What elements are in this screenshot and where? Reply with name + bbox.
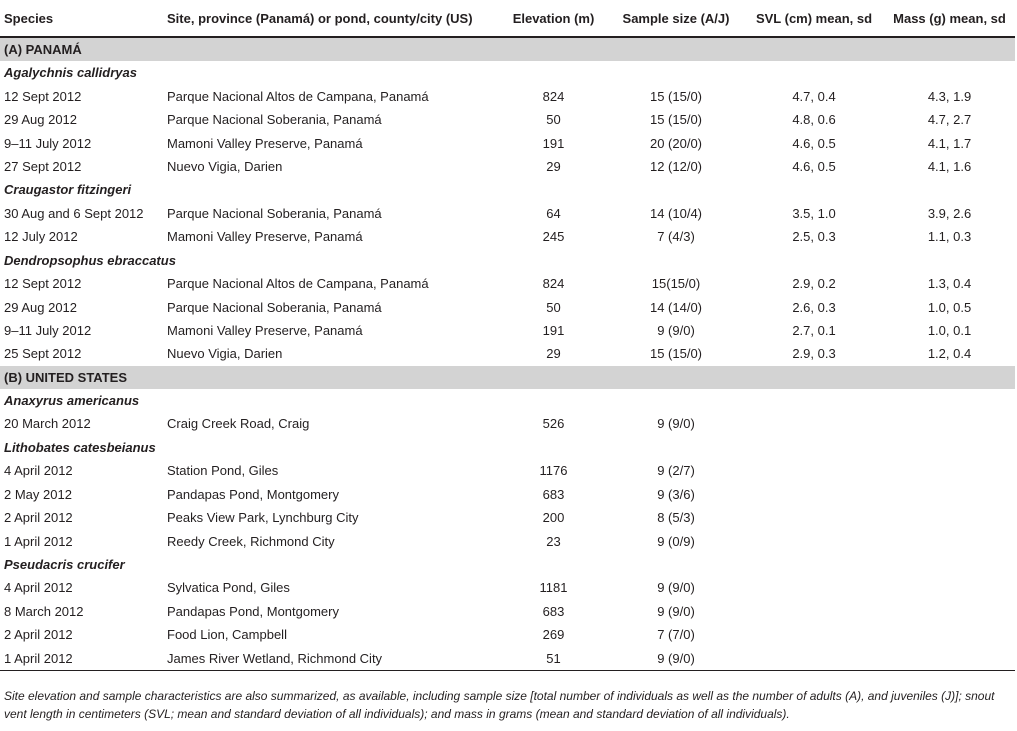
cell-sample-size: 7 (7/0) [657,627,695,643]
cell-date: 9–11 July 2012 [4,323,92,339]
cell-date: 1 April 2012 [0,647,163,671]
cell-svl: 2.5, 0.3 [792,229,836,245]
table-row [0,647,1015,671]
header-row [0,0,1015,37]
cell-date: 25 Sept 2012 [4,346,82,362]
cell-site: Food Lion, Campbell [167,627,287,643]
cell-elevation: 683 [542,486,565,502]
table-footnote: Site elevation and sample characteristics are also summarized, as available, including sample size [total number of individuals as well as the number of adults (A), and juveniles (J)]; snout vent length in centimeters (SVL; mean and standard deviation of all individuals); and mass in grams (mean and standard deviation of all individuals). [4,689,995,721]
cell-mass [884,600,1015,623]
cell-elevation: 51 [499,647,608,671]
table-row [0,225,1015,248]
cell-elevation: 1176 [539,463,568,479]
species-name: Craugastor fitzingeri [4,182,132,198]
species-row [0,389,1015,412]
cell-mass: 4.7, 2.7 [927,112,972,128]
cell-elevation: 191 [542,135,565,151]
species-row [0,553,1015,576]
cell-date: 12 July 2012 [4,229,78,245]
table-row [0,529,1015,552]
header-mass: Mass (g) mean, sd [884,0,1015,37]
cell-sample-size: 12 (12/0) [649,158,703,174]
cell-sample-size: 14 (10/4) [649,205,703,221]
cell-sample-size: 9 (0/9) [657,533,695,549]
cell-elevation: 824 [542,276,565,292]
cell-sample-size: 9 (9/0) [657,580,695,596]
cell-sample-size: 9 (9/0) [657,603,695,619]
cell-site: Reedy Creek, Richmond City [167,533,335,549]
cell-mass [884,623,1015,646]
cell-date: 2 May 2012 [4,486,72,502]
cell-sample-size: 9 (3/6) [657,486,695,502]
cell-site: Peaks View Park, Lynchburg City [167,510,359,526]
cell-svl [744,600,884,623]
cell-date: 4 April 2012 [4,463,73,479]
cell-mass [884,482,1015,505]
cell-elevation: 526 [542,416,565,432]
cell-site: Pandapas Pond, Montgomery [167,486,339,502]
cell-date: 12 Sept 2012 [4,88,82,104]
cell-site: Sylvatica Pond, Giles [167,580,290,596]
table-row [0,623,1015,646]
cell-site: Parque Nacional Altos de Campana, Panamá [167,276,429,292]
cell-mass: 1.1, 0.3 [927,229,972,245]
cell-elevation: 245 [542,229,565,245]
cell-site: Parque Nacional Soberania, Panamá [167,299,382,315]
section-row [0,366,1015,389]
cell-date: 8 March 2012 [4,603,84,619]
cell-svl: 3.5, 1.0 [792,205,836,221]
cell-elevation: 29 [546,158,561,174]
header-svl: SVL (cm) mean, sd [744,0,884,37]
cell-elevation: 64 [546,205,561,221]
cell-sample-size: 15 (15/0) [649,112,703,128]
cell-elevation: 50 [546,112,561,128]
cell-mass: 4.1, 1.6 [927,158,972,174]
table-row [0,131,1015,154]
species-name: Agalychnis callidryas [4,65,137,81]
cell-mass [884,412,1015,435]
section-label: (B) UNITED STATES [0,366,1015,389]
cell-elevation: 1181 [539,580,568,596]
cell-date: 27 Sept 2012 [4,158,82,174]
cell-date: 12 Sept 2012 [4,276,82,292]
cell-sample-size: 8 (5/3) [657,510,695,526]
cell-mass: 1.0, 0.1 [927,323,972,339]
cell-site: Nuevo Vigia, Darien [167,158,283,174]
cell-svl: 2.7, 0.1 [792,323,836,339]
header-elevation: Elevation (m) [499,0,608,37]
table-row [0,202,1015,225]
cell-svl [744,506,884,529]
cell-site: Mamoni Valley Preserve, Panamá [167,229,363,245]
cell-elevation: 200 [542,510,565,526]
cell-site: Parque Nacional Soberania, Panamá [167,112,382,128]
table-row [0,342,1015,365]
cell-mass [884,576,1015,599]
species-name: Dendropsophus ebraccatus [4,252,176,268]
section-row [0,37,1015,61]
cell-elevation: 191 [542,323,565,339]
species-name: Pseudacris crucifer [4,556,125,572]
species-name: Anaxyrus americanus [4,392,140,408]
cell-mass: 1.3, 0.4 [927,276,972,292]
cell-site: Mamoni Valley Preserve, Panamá [167,323,363,339]
cell-mass: 3.9, 2.6 [927,205,972,221]
table-row [0,272,1015,295]
cell-date: 29 Aug 2012 [4,112,78,128]
species-row [0,249,1015,272]
cell-svl: 4.7, 0.4 [792,88,836,104]
cell-mass [884,647,1015,671]
table-row [0,576,1015,599]
species-row [0,178,1015,201]
cell-sample-size: 9 (9/0) [657,416,695,432]
species-name: Lithobates catesbeianus [4,439,156,455]
cell-sample-size: 7 (4/3) [657,229,695,245]
species-row [0,436,1015,459]
table-row [0,108,1015,131]
cell-svl [744,623,884,646]
cell-svl [744,576,884,599]
cell-svl: 4.6, 0.5 [792,135,836,151]
cell-site: Mamoni Valley Preserve, Panamá [167,135,363,151]
table-body [0,37,1015,670]
cell-mass [884,529,1015,552]
cell-elevation: 683 [542,603,565,619]
cell-date: 30 Aug and 6 Sept 2012 [4,205,144,221]
section-label: (A) PANAMÁ [0,37,1015,61]
cell-site: Craig Creek Road, Craig [167,416,310,432]
header-sample-size: Sample size (A/J) [608,0,744,37]
cell-sample-size: 15(15/0) [651,276,701,292]
cell-mass [884,459,1015,482]
table-row [0,84,1015,107]
cell-mass [884,506,1015,529]
cell-date: 2 April 2012 [4,627,73,643]
species-row [0,61,1015,84]
cell-svl [744,459,884,482]
table-row [0,600,1015,623]
table-row [0,295,1015,318]
cell-date: 4 April 2012 [4,580,73,596]
cell-svl: 2.9, 0.2 [792,276,836,292]
cell-mass: 4.3, 1.9 [927,88,972,104]
cell-sample-size: 9 (2/7) [657,463,695,479]
cell-site: Station Pond, Giles [167,463,279,479]
cell-date: 9–11 July 2012 [4,135,92,151]
table-row [0,319,1015,342]
cell-sample-size: 15 (15/0) [649,88,703,104]
header-site: Site, province (Panamá) or pond, county/city (US) [163,0,499,37]
cell-date: 1 April 2012 [4,533,73,549]
cell-elevation: 824 [542,88,565,104]
cell-svl: 4.6, 0.5 [792,158,836,174]
cell-svl: 2.6, 0.3 [792,299,836,315]
cell-sample-size: 9 (9/0) [657,323,695,339]
cell-svl [744,647,884,671]
cell-elevation: 23 [546,533,561,549]
cell-svl [744,529,884,552]
cell-site: Parque Nacional Soberania, Panamá [167,205,382,221]
table-row [0,155,1015,178]
cell-elevation: 50 [546,299,561,315]
cell-date: 20 March 2012 [4,416,91,432]
cell-sample-size: 14 (14/0) [649,299,703,315]
table-row [0,506,1015,529]
cell-elevation: 29 [546,346,561,362]
cell-site: Nuevo Vigia, Darien [167,346,283,362]
cell-mass: 1.2, 0.4 [927,346,972,362]
cell-svl: 2.9, 0.3 [792,346,836,362]
cell-svl [744,482,884,505]
cell-mass: 4.1, 1.7 [927,135,972,151]
cell-site: Pandapas Pond, Montgomery [167,603,339,619]
cell-sample-size: 20 (20/0) [649,135,703,151]
cell-svl [744,412,884,435]
cell-site: Parque Nacional Altos de Campana, Panamá [167,88,429,104]
cell-date: 29 Aug 2012 [4,299,78,315]
cell-date: 2 April 2012 [4,510,73,526]
table-row [0,482,1015,505]
table-row [0,459,1015,482]
cell-sample-size: 15 (15/0) [649,346,703,362]
cell-elevation: 269 [542,627,565,643]
cell-mass: 1.0, 0.5 [927,299,972,315]
cell-site: James River Wetland, Richmond City [163,647,499,671]
cell-svl: 4.8, 0.6 [792,112,836,128]
header-species: Species [0,0,163,37]
cell-sample-size: 9 (9/0) [608,647,744,671]
table-row [0,412,1015,435]
